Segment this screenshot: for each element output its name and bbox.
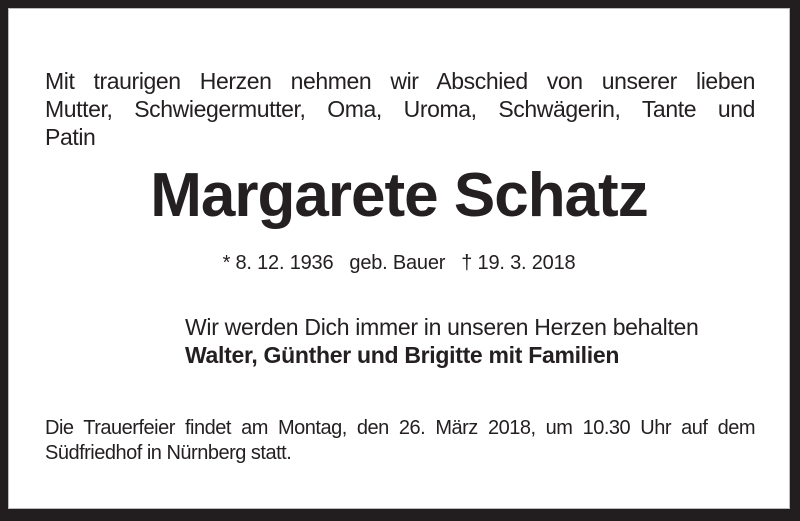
intro-paragraph — [45, 67, 755, 151]
funeral-line: Die Trauerfeier findet am Montag, den 26. März 2018, um 10.30 Uhr auf dem — [45, 417, 755, 439]
intro-line: Patin — [45, 124, 96, 150]
farewell-block — [185, 313, 770, 369]
farewell-text: Wir werden Dich immer in unseren Herzen behalten — [185, 314, 699, 340]
funeral-info — [45, 416, 755, 466]
intro-line: Mit traurigen Herzen nehmen wir Abschied von unserer lieben — [45, 68, 755, 94]
funeral-line: Südfriedhof in Nürnberg statt. — [45, 442, 292, 464]
birth-date: * 8. 12. 1936 — [222, 252, 334, 274]
family-names: Walter, Günther und Brigitte mit Familien — [185, 342, 620, 368]
vital-dates — [8, 251, 790, 275]
death-date: † 19. 3. 2018 — [461, 252, 576, 274]
deceased-name: Margarete Schatz — [150, 161, 648, 230]
maiden-name: geb. Bauer — [349, 252, 446, 274]
intro-line: Mutter, Schwiegermutter, Oma, Uroma, Schwägerin, Tante und — [45, 96, 755, 122]
